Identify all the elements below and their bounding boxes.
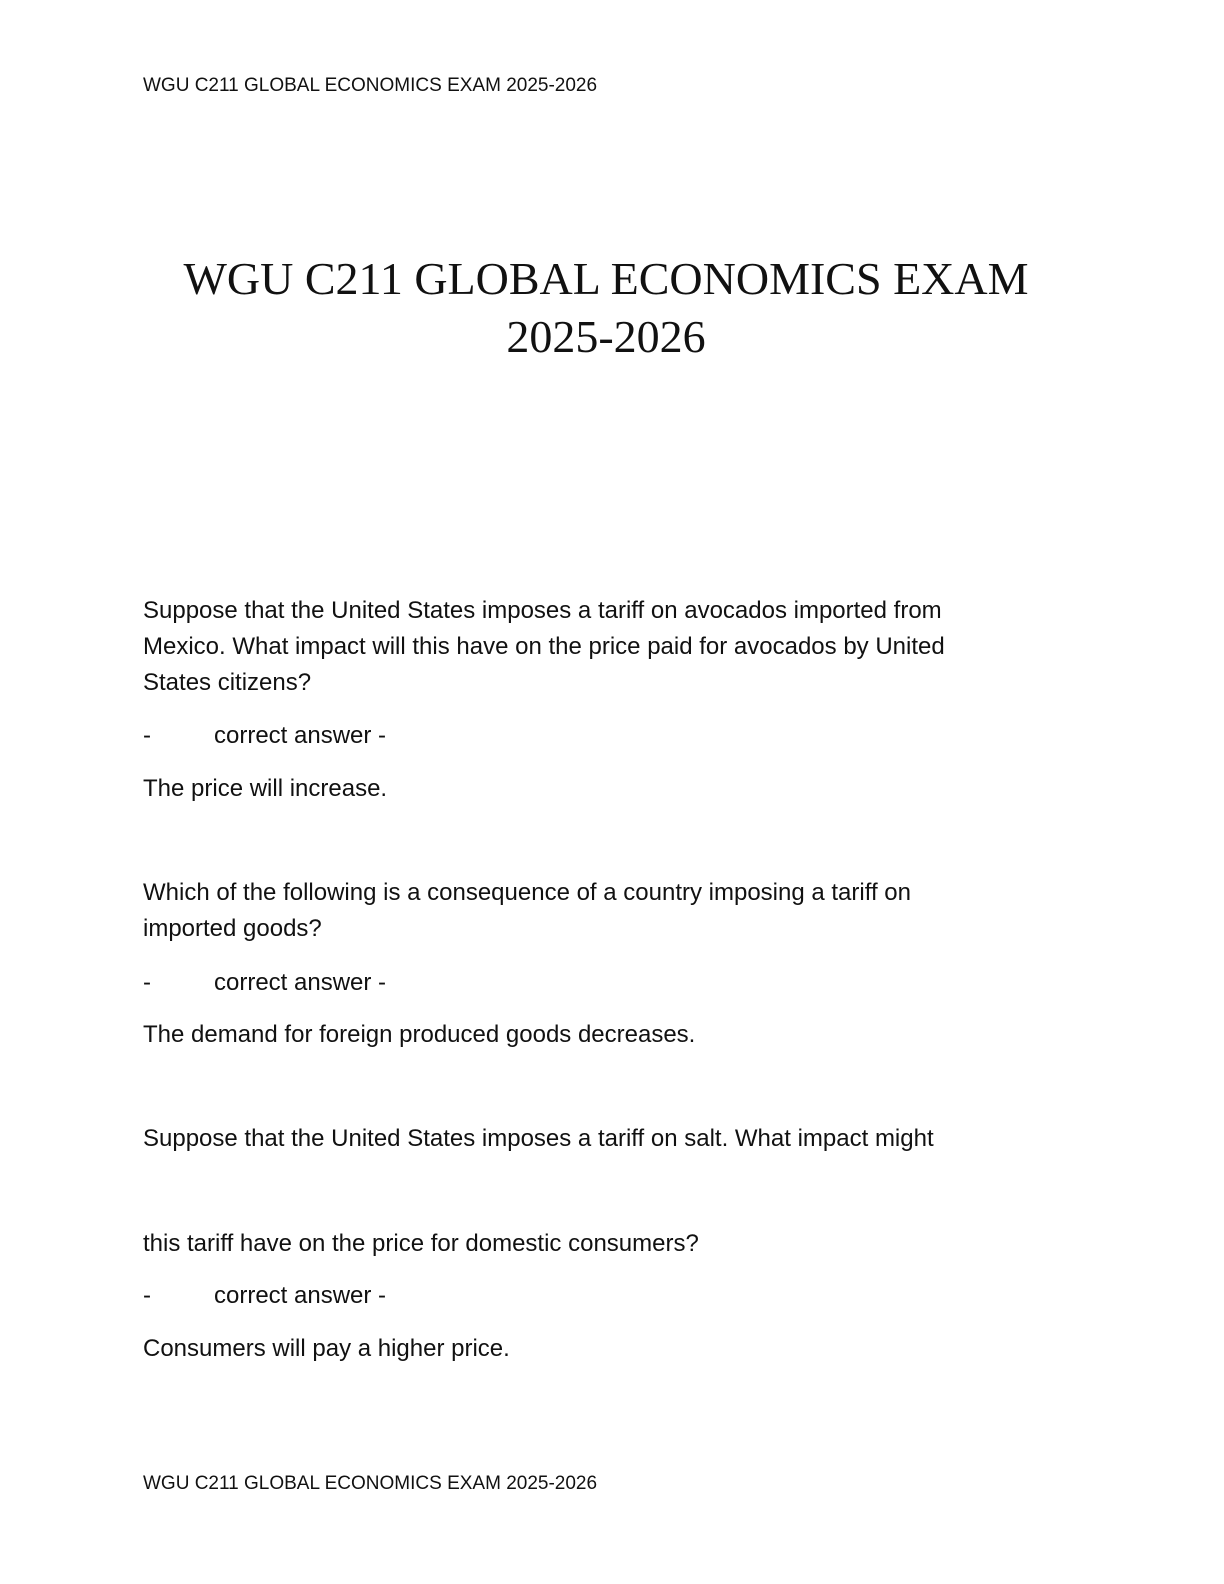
question-1 bbox=[143, 593, 945, 701]
answer-label-2: correct answer - bbox=[214, 969, 387, 996]
question-3-line-2: this tariff have on the price for domestic consumers? bbox=[143, 1230, 699, 1257]
question-1-line-1: Suppose that the United States imposes a tariff on avocados imported from bbox=[143, 597, 942, 624]
answer-2: The demand for foreign produced goods decreases. bbox=[143, 1021, 696, 1048]
question-1-line-2: Mexico. What impact will this have on the price paid for avocados by United bbox=[143, 633, 945, 660]
running-footer: WGU C211 GLOBAL ECONOMICS EXAM 2025-2026 bbox=[143, 1473, 598, 1494]
question-2-line-1: Which of the following is a consequence of a country imposing a tariff on bbox=[143, 879, 911, 906]
answer-label-1: correct answer - bbox=[214, 722, 387, 749]
answer-label-3: correct answer - bbox=[214, 1282, 387, 1309]
answer-marker-2: - bbox=[143, 969, 151, 996]
question-2-line-2: imported goods? bbox=[143, 915, 322, 942]
document-title-line-1: WGU C211 GLOBAL ECONOMICS EXAM bbox=[183, 253, 1029, 304]
answer-3: Consumers will pay a higher price. bbox=[143, 1335, 510, 1362]
answer-label-row-3 bbox=[143, 1278, 386, 1314]
answer-marker-3: - bbox=[143, 1282, 151, 1309]
answer-marker-1: - bbox=[143, 722, 151, 749]
document-title-line-2: 2025-2026 bbox=[506, 311, 706, 362]
answer-label-row-1 bbox=[143, 718, 386, 754]
question-2 bbox=[143, 875, 911, 947]
question-1-line-3: States citizens? bbox=[143, 669, 312, 696]
answer-label-row-2 bbox=[143, 965, 386, 1001]
question-3-line-1: Suppose that the United States imposes a tariff on salt. What impact might bbox=[143, 1125, 934, 1152]
answer-1: The price will increase. bbox=[143, 775, 388, 802]
document-title bbox=[143, 250, 1069, 366]
running-header: WGU C211 GLOBAL ECONOMICS EXAM 2025-2026 bbox=[143, 75, 598, 96]
